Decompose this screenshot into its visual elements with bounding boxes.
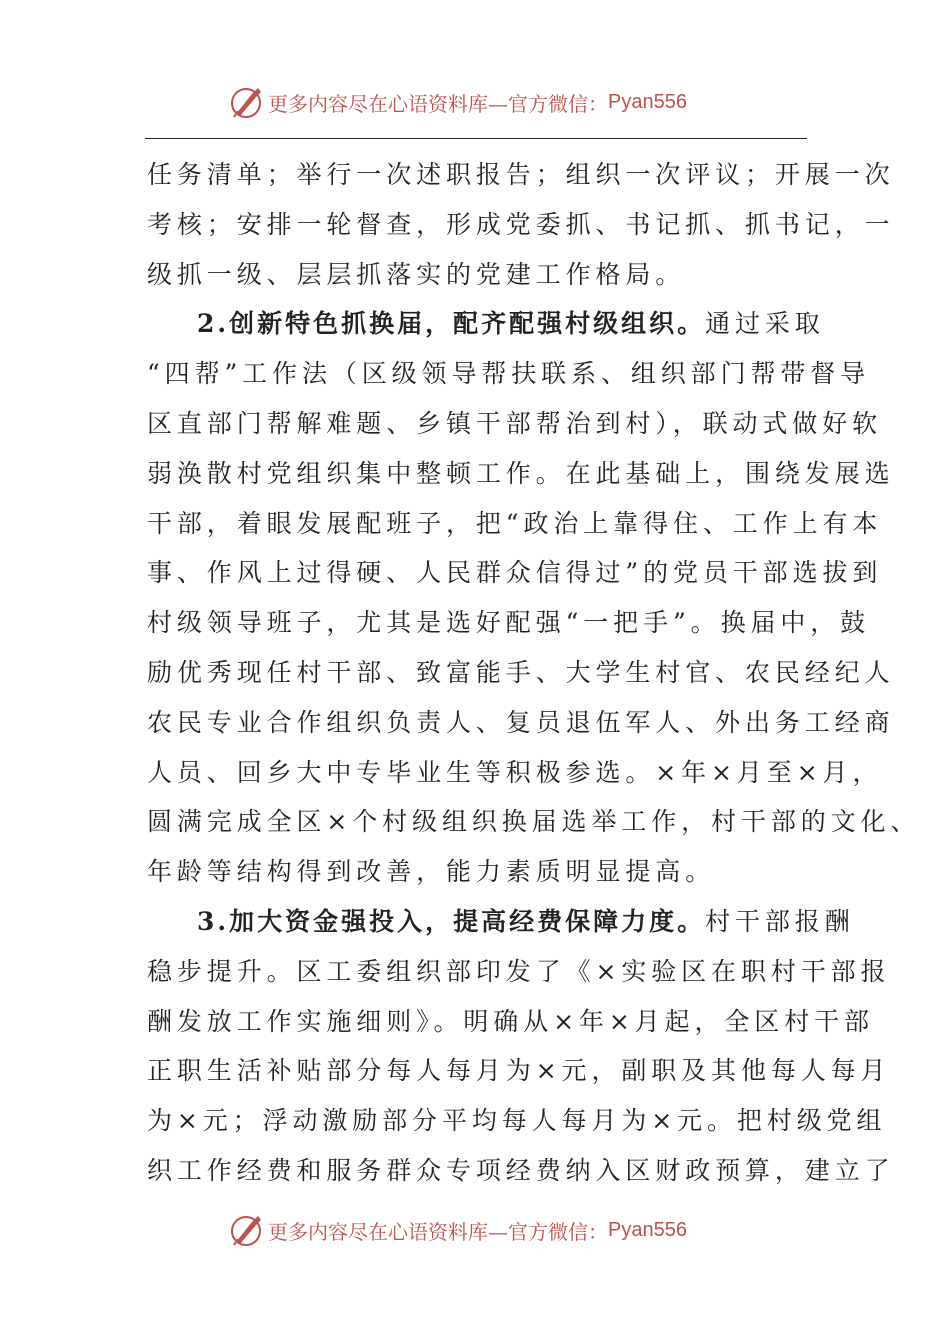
section-2-first-text: 通过采取 bbox=[705, 309, 825, 339]
paragraph-line: 酬发放工作实施细则》。明确从×年×月起，全区村干部 bbox=[147, 1006, 874, 1036]
section-3-heading: 3.加大资金强投入，提高经费保障力度。 bbox=[197, 906, 706, 936]
paragraph-line: 事、作风上过得硬、人民群众信得过”的党员干部选拔到 bbox=[147, 558, 883, 588]
paragraph-line: 农民专业合作组织负责人、复员退伍军人、外出务工经商 bbox=[147, 707, 895, 737]
paragraph-line: 级抓一级、层层抓落实的党建工作格局。 bbox=[147, 259, 686, 289]
footer-banner-content bbox=[228, 1212, 687, 1248]
banner-text: 更多内容尽在心语资料库—官方微信： bbox=[268, 91, 608, 116]
banner-text: 更多内容尽在心语资料库—官方微信： bbox=[268, 1219, 608, 1244]
section-2-heading: 2.创新特色抓换届，配齐配强村级组织。 bbox=[197, 309, 706, 339]
header-banner bbox=[0, 82, 950, 122]
paragraph-line: 考核；安排一轮督查，形成党委抓、书记抓、抓书记，一 bbox=[147, 209, 895, 239]
paragraph-line: 区直部门帮解难题、乡镇干部帮治到村），联动式做好软 bbox=[147, 408, 883, 438]
banner-brand: Pyan556 bbox=[608, 90, 687, 113]
paragraph-line: 人员、回乡大中专毕业生等积极参选。×年×月至×月， bbox=[147, 757, 883, 787]
paragraph-line: 年龄等结构得到改善，能力素质明显提高。 bbox=[147, 857, 716, 887]
pen-logo-icon bbox=[228, 84, 264, 120]
paragraph-line: 任务清单；举行一次述职报告；组织一次评议；开展一次 bbox=[147, 160, 895, 189]
paragraph-line: 干部，着眼发展配班子，把“政治上靠得住、工作上有本 bbox=[147, 508, 883, 538]
paragraph-line: 织工作经费和服务群众专项经费纳入区财政预算，建立了 bbox=[147, 1155, 895, 1185]
section-3-first-text: 村干部报酬 bbox=[705, 906, 855, 936]
paragraph-line: 励优秀现任村干部、致富能手、大学生村官、农民经纪人 bbox=[147, 657, 895, 687]
header-banner-content bbox=[228, 84, 687, 120]
paragraph-line: “四帮”工作法（区级领导帮扶联系、组织部门帮带督导 bbox=[147, 359, 871, 389]
paragraph-line: 圆满完成全区×个村级组织换届选举工作，村干部的文化、 bbox=[147, 807, 921, 837]
pen-logo-icon bbox=[228, 1212, 264, 1248]
document-body bbox=[147, 150, 921, 1196]
paragraph-line: 为×元；浮动激励部分平均每人每月为×元。把村级党组 bbox=[147, 1106, 887, 1136]
section-3-first-line bbox=[147, 897, 855, 947]
header-divider bbox=[145, 138, 807, 139]
paragraph-line: 弱涣散村党组织集中整顿工作。在此基础上，围绕发展选 bbox=[147, 458, 895, 488]
paragraph-line: 稳步提升。区工委组织部印发了《×实验区在职村干部报 bbox=[147, 956, 891, 986]
paragraph-line: 正职生活补贴部分每人每月为×元，副职及其他每人每月 bbox=[147, 1056, 891, 1086]
banner-brand: Pyan556 bbox=[608, 1218, 687, 1241]
footer-banner bbox=[0, 1210, 950, 1250]
section-2-first-line bbox=[147, 299, 825, 349]
paragraph-line: 村级领导班子，尤其是选好配强“一把手”。换届中，鼓 bbox=[147, 608, 871, 638]
